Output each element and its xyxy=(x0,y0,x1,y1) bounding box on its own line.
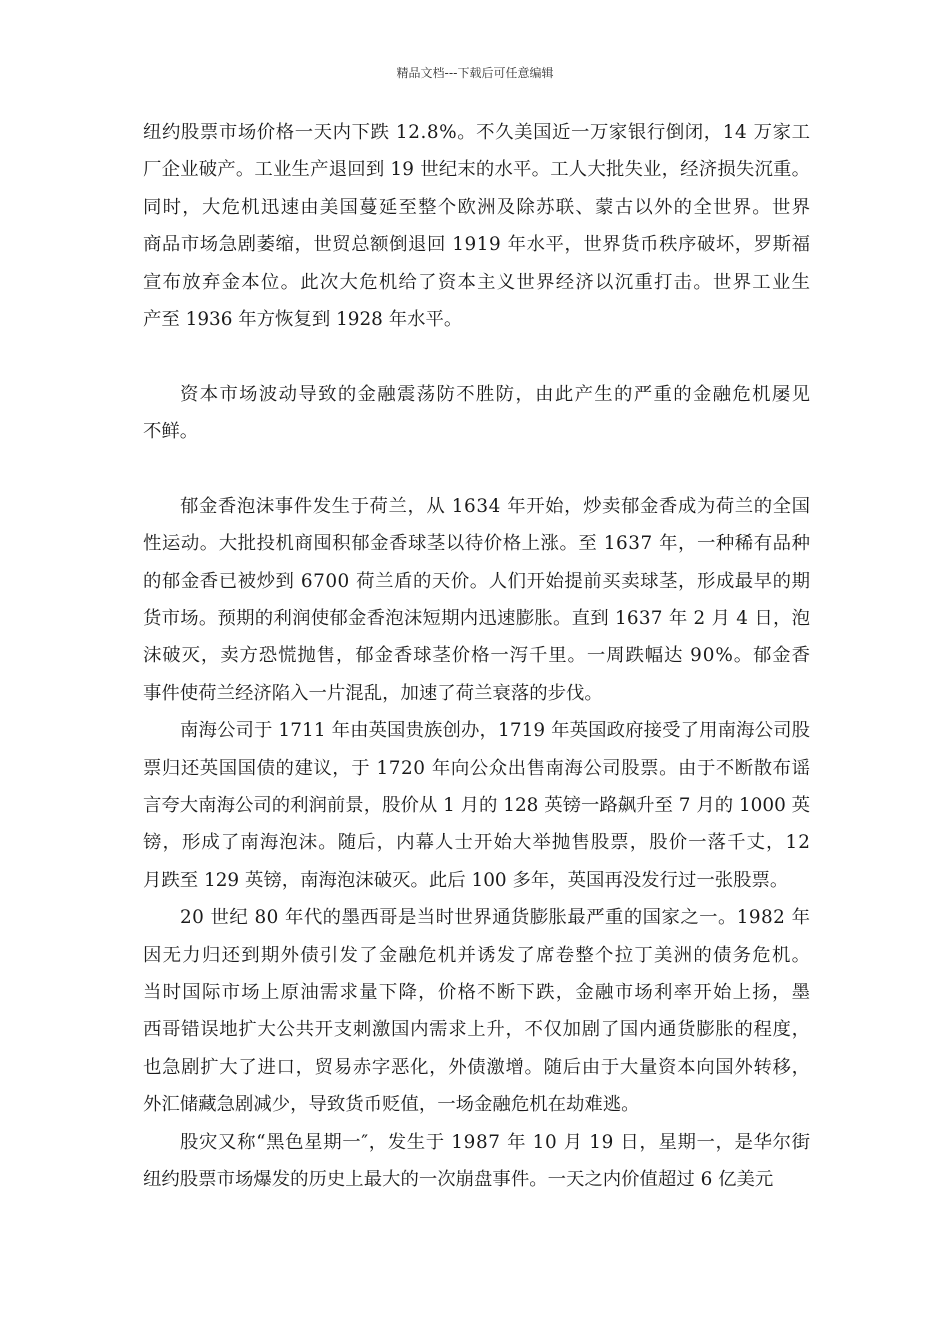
text-line: 镑，形成了南海泡沫。随后，内幕人士开始大举抛售股票，股价一落千丈，12 xyxy=(143,832,812,854)
text-line: 资本市场波动导致的金融震荡防不胜防，由此产生的严重的金融危机屡见 xyxy=(180,383,812,405)
paragraph xyxy=(143,114,810,338)
text-line: 外汇储藏急剧减少，导致货币贬值，一场金融危机在劫难逃。 xyxy=(143,1094,640,1116)
text-line: 股灾又称“黑色星期一″，发生于 1987 年 10 月 19 日，星期一，是华尔街 xyxy=(180,1131,811,1153)
text-line: 宣布放弃金本位。此次大危机给了资本主义世界经济以沉重打击。世界工业生 xyxy=(143,271,812,293)
text-line: 言夸大南海公司的利润前景，股价从 1 月的 128 英镑一路飙升至 7 月的 1000 英 xyxy=(143,795,811,817)
text-line: 货市场。预期的利润使郁金香泡沫短期内迅速膨胀。直到 1637 年 2 月 4 日，泡 xyxy=(143,608,811,630)
text-line: 厂企业破产。工业生产退回到 19 世纪末的水平。工人大批失业，经济损失沉重。 xyxy=(143,159,811,181)
text-line: 郁金香泡沫事件发生于荷兰，从 1634 年开始，炒卖郁金香成为荷兰的全国 xyxy=(180,495,811,517)
paragraph xyxy=(143,488,810,712)
text-line: 不鲜。 xyxy=(143,421,199,443)
text-line: 沫破灭，卖方恐慌抛售，郁金香球茎价格一泻千里。一周跌幅达 90%。郁金香 xyxy=(143,645,811,667)
text-line: 也急剧扩大了进口，贸易赤字恶化，外债激增。随后由于大量资本向国外转移， xyxy=(143,1056,811,1078)
paragraph xyxy=(143,376,810,451)
text-line: 纽约股票市场爆发的历史上最大的一次崩盘事件。一天之内价值超过 6 亿美元 xyxy=(143,1168,774,1190)
text-line: 纽约股票市场价格一天内下跌 12.8%。不久美国近一万家银行倒闭，14 万家工 xyxy=(143,122,811,143)
text-line: 商品市场急剧萎缩，世贸总额倒退回 1919 年水平，世界货币秩序破坏，罗斯福 xyxy=(143,234,811,256)
text-line: 同时，大危机迅速由美国蔓延至整个欧洲及除苏联、蒙古以外的全世界。世界 xyxy=(143,196,812,218)
paragraph xyxy=(143,1124,810,1199)
text-line: 的郁金香已被炒到 6700 荷兰盾的天价。人们开始提前买卖球茎，形成最早的期 xyxy=(143,570,811,592)
text-line: 因无力归还到期外债引发了金融危机并诱发了席卷整个拉丁美洲的债务危机。 xyxy=(143,944,812,966)
text-line: 票归还英国国债的建议，于 1720 年向公众出售南海公司股票。由于不断散布谣 xyxy=(143,757,811,779)
text-line: 南海公司于 1711 年由英国贵族创办，1719 年英国政府接受了用南海公司股 xyxy=(180,720,811,742)
text-line: 20 世纪 80 年代的墨西哥是当时世界通货膨胀最严重的国家之一。1982 年 xyxy=(180,907,811,929)
text-line: 产至 1936 年方恢复到 1928 年水平。 xyxy=(143,308,463,330)
text-line: 事件使荷兰经济陷入一片混乱，加速了荷兰衰落的步伐。 xyxy=(143,682,603,704)
page-header: 精品文档---下载后可任意编辑 xyxy=(396,66,554,80)
document-body xyxy=(143,114,810,1198)
text-line: 月跌至 129 英镑，南海泡沫破灭。此后 100 多年，英国再没发行过一张股票。 xyxy=(143,869,789,891)
paragraph xyxy=(143,899,810,1123)
paragraph xyxy=(143,712,810,899)
text-line: 当时国际市场上原油需求量下降，价格不断下跌，金融市场利率开始上扬，墨 xyxy=(143,981,812,1003)
text-line: 西哥错误地扩大公共开支刺激国内需求上升，不仅加剧了国内通货膨胀的程度， xyxy=(143,1019,811,1041)
paragraph-gap xyxy=(143,338,810,375)
text-line: 性运动。大批投机商囤积郁金香球茎以待价格上涨。至 1637 年，一种稀有品种 xyxy=(143,533,811,555)
paragraph-gap xyxy=(143,451,810,488)
